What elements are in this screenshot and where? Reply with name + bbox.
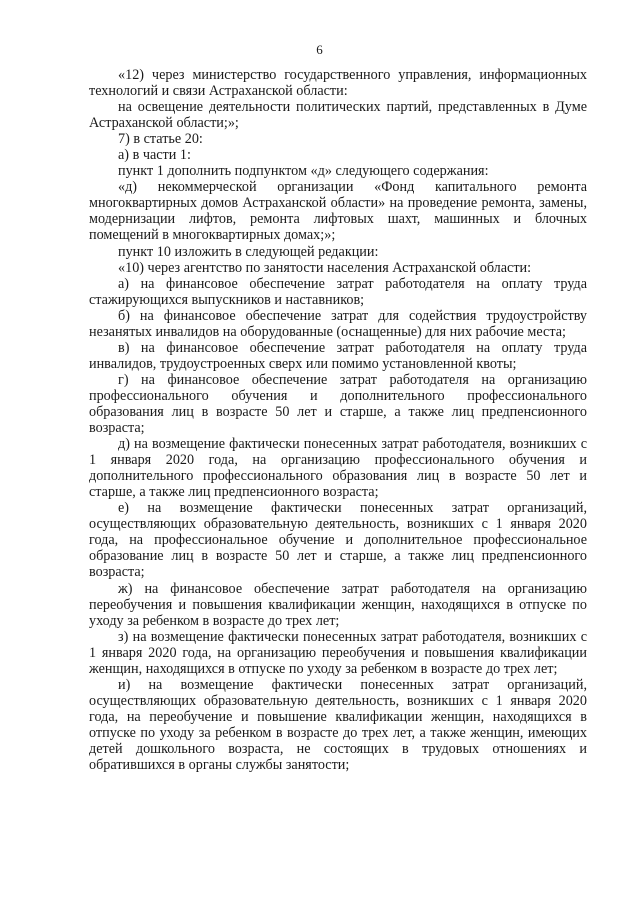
paragraph-article-20: 7) в статье 20: (118, 131, 203, 148)
paragraph-point-1-amend: пункт 1 дополнить подпунктом «д» следующего содержания: (118, 163, 489, 180)
paragraph-subpoint-e: е) на возмещение фактически понесенных затрат организаций, осуществляющих образовательную деятельность, возникших с 1 января 2020 года, на профессиональное обучение и дополнительное профессиональное образование лиц в возрасте 50 лет и старше, а также лиц предпенсионного возраста; (89, 500, 587, 581)
paragraph-subpoint-i: и) на возмещение фактически понесенных затрат организаций, осуществляющих образовательную деятельность, возникших с 1 января 2020 года, на переобучение и повышение квалификации женщин, находящихся в отпуске по уходу за ребенком в возрасте до трех лет, а также женщин, имеющих детей дошкольного возраста, не состоящих в трудовых отношениях и обратившихся в органы службы занятости; (89, 676, 587, 774)
paragraph-item-10-intro: «10) через агентство по занятости населения Астраханской области: (118, 259, 532, 276)
paragraph-subpoint-b: б) на финансовое обеспечение затрат для содействия трудоустройству незанятых инвалидов на оборудованные (оснащенные) для них рабочие места; (89, 307, 587, 340)
paragraph-subpoint-a: а) на финансовое обеспечение затрат работодателя на оплату труда стажирующихся выпускников и наставников; (89, 275, 587, 308)
paragraph-subpoint-d-fund: «д) некоммерческой организации «Фонд капитального ремонта многоквартирных домов Астраханской области» на проведение ремонта, замены, модернизации лифтов, ремонта лифтовых шахт, машинных и блочных помещений в многоквартирных домах;»; (89, 179, 587, 244)
paragraph-subpoint-z: з) на возмещение фактически понесенных затрат работодателя, возникших с 1 января 2020 года, на организацию переобучения и повышения квалификации женщин, находящихся в отпуске по уходу за ребенком в возрасте до трех лет; (89, 628, 587, 677)
paragraph-subpoint-v: в) на финансовое обеспечение затрат работодателя на оплату труда инвалидов, трудоустроенных сверх или помимо установленной квоты; (89, 339, 587, 372)
paragraph-political-parties: на освещение деятельности политических партий, представленных в Думе Астраханской области;»; (89, 99, 587, 132)
page-number: 6 (316, 42, 323, 57)
paragraph-subpoint-d: д) на возмещение фактически понесенных затрат работодателя, возникших с 1 января 2020 года, на организацию профессионального обучения и дополнительного профессионального образования лиц в возрасте 50 лет и старше, а также лиц предпенсионного возраста; (89, 436, 587, 501)
paragraph-item-12-intro: «12) через министерство государственного управления, информационных технологий и связи Астраханской области: (89, 67, 587, 100)
document-body (89, 67, 587, 773)
paragraph-point-10-amend: пункт 10 изложить в следующей редакции: (118, 243, 379, 260)
paragraph-subpoint-zh: ж) на финансовое обеспечение затрат работодателя на организацию переобучения и повышения квалификации женщин, находящихся в отпуске по уходу за ребенком в возрасте до трех лет; (89, 580, 587, 629)
paragraph-part-1: а) в части 1: (118, 147, 191, 164)
paragraph-subpoint-g: г) на финансовое обеспечение затрат работодателя на организацию профессионального обучения и дополнительного профессионального образования лиц в возрасте 50 лет и старше, а также лиц предпенсионного возраста; (89, 371, 587, 437)
